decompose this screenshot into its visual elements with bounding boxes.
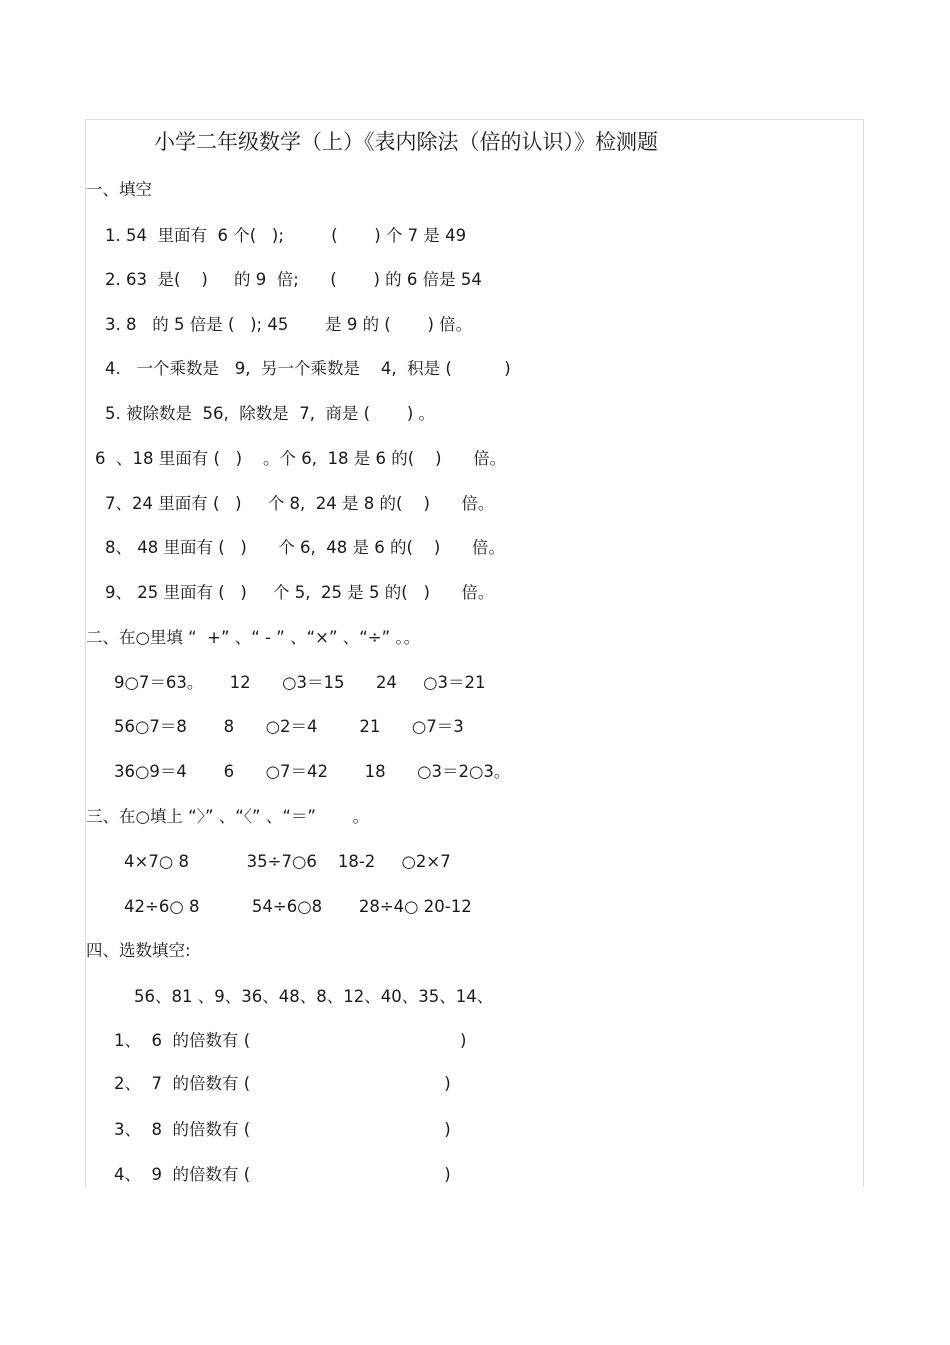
section2-heading: 二、在○里填 “ +” 、“ - ” 、“×” 、“÷” 。。 [86, 628, 421, 647]
fill-item-5: 5. 被除数是 56, 除数是 7, 商是 ( ) 。 [105, 404, 436, 423]
fill-item-1: 1. 54 里面有 6 个( ); ( ) 个 7 是 49 [105, 226, 467, 245]
multiple-item-1: 1、 6 的倍数有 ( ) [114, 1031, 467, 1050]
fill-item-2: 2. 63 是( ) 的 9 倍; ( ) 的 6 倍是 54 [105, 270, 482, 289]
multiple-item-3: 3、 8 的倍数有 ( ) [114, 1120, 451, 1139]
compare-row-2: 42÷6○ 8 54÷6○8 28÷4○ 20-12 [124, 897, 472, 916]
section1-heading: 一、填空 [86, 180, 152, 199]
number-pool: 56、81 、9、36、48、8、12、40、35、14、 [134, 987, 494, 1006]
multiple-item-4: 4、 9 的倍数有 ( ) [114, 1165, 451, 1184]
fill-item-9: 9、 25 里面有 ( ) 个 5, 25 是 5 的( ) 倍。 [105, 583, 495, 602]
section3-heading: 三、在○填上 “〉” 、“〈” 、“＝” 。 [86, 807, 370, 826]
operator-row-1: 9○7＝63。 12 ○3＝15 24 ○3＝21 [114, 673, 486, 692]
section4-heading: 四、选数填空: [86, 941, 191, 960]
fill-item-4: 4. 一个乘数是 9, 另一个乘数是 4, 积是 ( ) [105, 359, 511, 378]
fill-item-3: 3. 8 的 5 倍是 ( ); 45 是 9 的 ( ) 倍。 [105, 315, 473, 334]
fill-item-8: 8、 48 里面有 ( ) 个 6, 48 是 6 的( ) 倍。 [105, 538, 505, 557]
fill-item-7: 7、24 里面有 ( ) 个 8, 24 是 8 的( ) 倍。 [105, 494, 495, 513]
operator-row-2: 56○7＝8 8 ○2＝4 21 ○7＝3 [114, 717, 464, 736]
fill-item-6: 6 、18 里面有 ( ) 。个 6, 18 是 6 的( ) 倍。 [95, 449, 507, 468]
multiple-item-2: 2、 7 的倍数有 ( ) [114, 1074, 451, 1093]
operator-row-3: 36○9＝4 6 ○7＝42 18 ○3＝2○3。 [114, 762, 511, 781]
compare-row-1: 4×7○ 8 35÷7○6 18-2 ○2×7 [124, 852, 451, 871]
page-title: 小学二年级数学（上）《表内除法（倍的认识）》检测题 [154, 130, 658, 154]
